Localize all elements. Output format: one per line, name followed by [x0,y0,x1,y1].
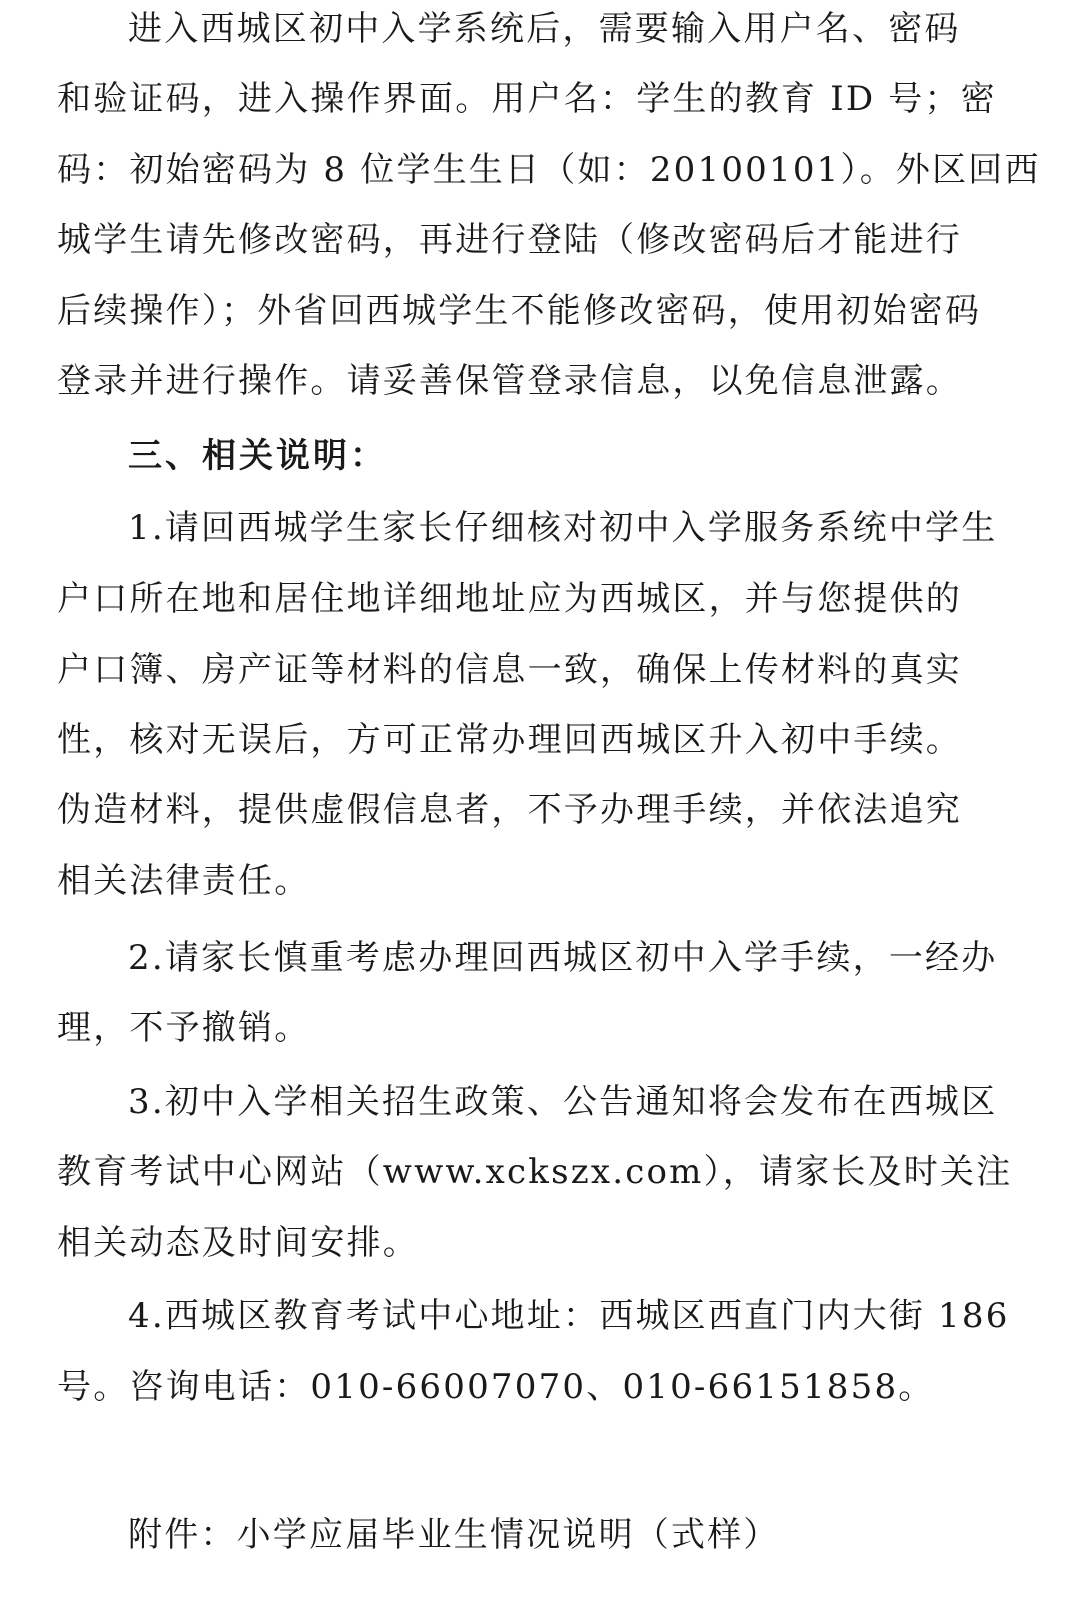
item1-line-3: 户口簿、房产证等材料的信息一致，确保上传材料的真实 [57,650,962,690]
item3-line-1: 3.初中入学相关招生政策、公告通知将会发布在西城区 [128,1082,998,1122]
item1-line-5: 伪造材料，提供虚假信息者，不予办理手续，并依法追究 [57,790,962,830]
item1-line-1: 1.请回西城学生家长仔细核对初中入学服务系统中学生 [128,508,998,548]
item4-line-1: 4.西城区教育考试中心地址：西城区西直门内大街 186 [128,1296,1010,1336]
item4-line-2: 号。咨询电话：010-66007070、010-66151858。 [57,1367,935,1407]
intro-line-1: 进入西城区初中入学系统后，需要输入用户名、密码 [128,9,961,49]
item2-line-1: 2.请家长慎重考虑办理回西城区初中入学手续，一经办 [128,938,998,978]
item1-line-4: 性，核对无误后，方可正常办理回西城区升入初中手续。 [57,720,962,760]
item3-line-3: 相关动态及时间安排。 [57,1223,419,1263]
intro-line-4: 城学生请先修改密码，再进行登陆（修改密码后才能进行 [57,220,962,260]
item1-line-6: 相关法律责任。 [57,861,311,901]
intro-line-3: 码：初始密码为 8 位学生生日（如：20100101）。外区回西 [57,150,1041,190]
intro-line-2: 和验证码，进入操作界面。用户名：学生的教育 ID 号；密 [57,79,997,119]
intro-line-6: 登录并进行操作。请妥善保管登录信息，以免信息泄露。 [57,361,962,401]
item2-line-2: 理，不予撤销。 [57,1008,311,1048]
item1-line-2: 户口所在地和居住地详细地址应为西城区，并与您提供的 [57,579,962,619]
item3-line-2: 教育考试中心网站（www.xckszx.com），请家长及时关注 [57,1152,1013,1192]
section-heading: 三、相关说明： [128,436,387,476]
intro-line-5: 后续操作）；外省回西城学生不能修改密码，使用初始密码 [57,291,982,331]
attachment-note: 附件：小学应届毕业生情况说明（式样） [128,1515,780,1555]
